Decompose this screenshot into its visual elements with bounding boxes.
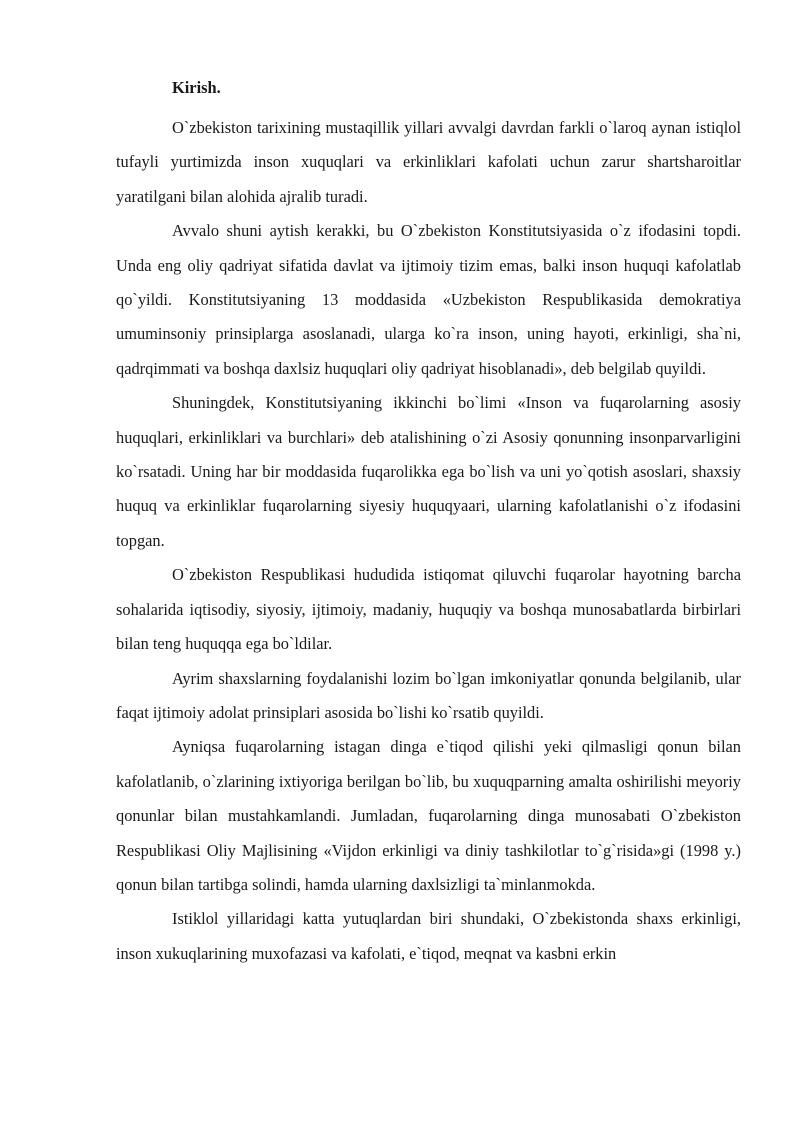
paragraph-3: Shuningdek, Konstitutsiyaning ikkinchi bo`limi «Inson va fuqarolarning asosiy huquqlari, erkinliklari va burchlari» deb atalishining o`zi Asosiy qonunning insonparvarligini ko`rsatadi. Uning har bir moddasida fuqarolikka ega bo`lish va uni yo`qotish asoslari, shaxsiy huquq va erkinliklar fuqarolarning siyesiy huquqyaari, ularning kafolatlanishi o`z ifodasini topgan.	[116, 393, 741, 550]
paragraph-4: O`zbekiston Respublikasi hududida istiqomat qiluvchi fuqarolar hayotning barcha sohalarida iqtisodiy, siyosiy, ijtimoiy, madaniy, huquqiy va boshqa munosabatlarda birbirlari bilan teng huquqqa ega bo`ldilar.	[116, 565, 741, 654]
paragraph-7: Istiklol yillaridagi katta yutuqlardan biri shundaki, O`zbekistonda shaxs erkinligi, inson xukuqlarining muxofazasi va kafolati, e`tiqod, meqnat va kasbni erkin	[116, 909, 741, 963]
section-heading: Kirish.	[172, 78, 221, 97]
paragraph-6: Ayniqsa fuqarolarning istagan dinga e`tiqod qilishi yeki qilmasligi qonun bilan kafolatlanib, o`zlarining ixtiyoriga berilgan bo`lib, bu xuquqparning amalta oshirilishi meyoriy qonunlar bilan mustahkamlandi. Jumladan, fuqarolarning dinga munosabati O`zbekiston Respublikasi Oliy Majlisining «Vijdon erkinligi va diniy tashkilotlar to`g`risida»gi (1998 y.) qonun bilan tartibga solindi, hamda ularning daxlsizligi ta`minlanmokda.	[116, 737, 741, 894]
paragraph-2: Avvalo shuni aytish kerakki, bu O`zbekiston Konstitutsiyasida o`z ifodasini topdi. Unda eng oliy qadriyat sifatida davlat va ijtimoiy tizim emas, balki inson huquqi kafolatlab qo`yildi. Konstitutsiyaning 13 moddasida «Uzbekiston Respublikasida demokratiya umuminsoniy prinsiplarga asoslanadi, ularga ko`ra inson, uning hayoti, erkinligi, sha`ni, qadrqimmati va boshqa daxlsiz huquqlari oliy qadriyat hisoblanadi», deb belgilab quyildi.	[116, 221, 741, 378]
paragraph-1: O`zbekiston tarixining mustaqillik yillari avvalgi davrdan farkli o`laroq aynan istiqlol tufayli yurtimizda inson xuquqlari va erkinliklari kafolati uchun zarur shartsharoitlar yaratilgani bilan alohida ajralib turadi.	[116, 118, 741, 206]
document-page	[116, 74, 741, 971]
paragraph-5: Ayrim shaxslarning foydalanishi lozim bo`lgan imkoniyatlar qonunda belgilanib, ular faqat ijtimoiy adolat prinsiplari asosida bo`lishi ko`rsatib quyildi.	[116, 668, 741, 722]
